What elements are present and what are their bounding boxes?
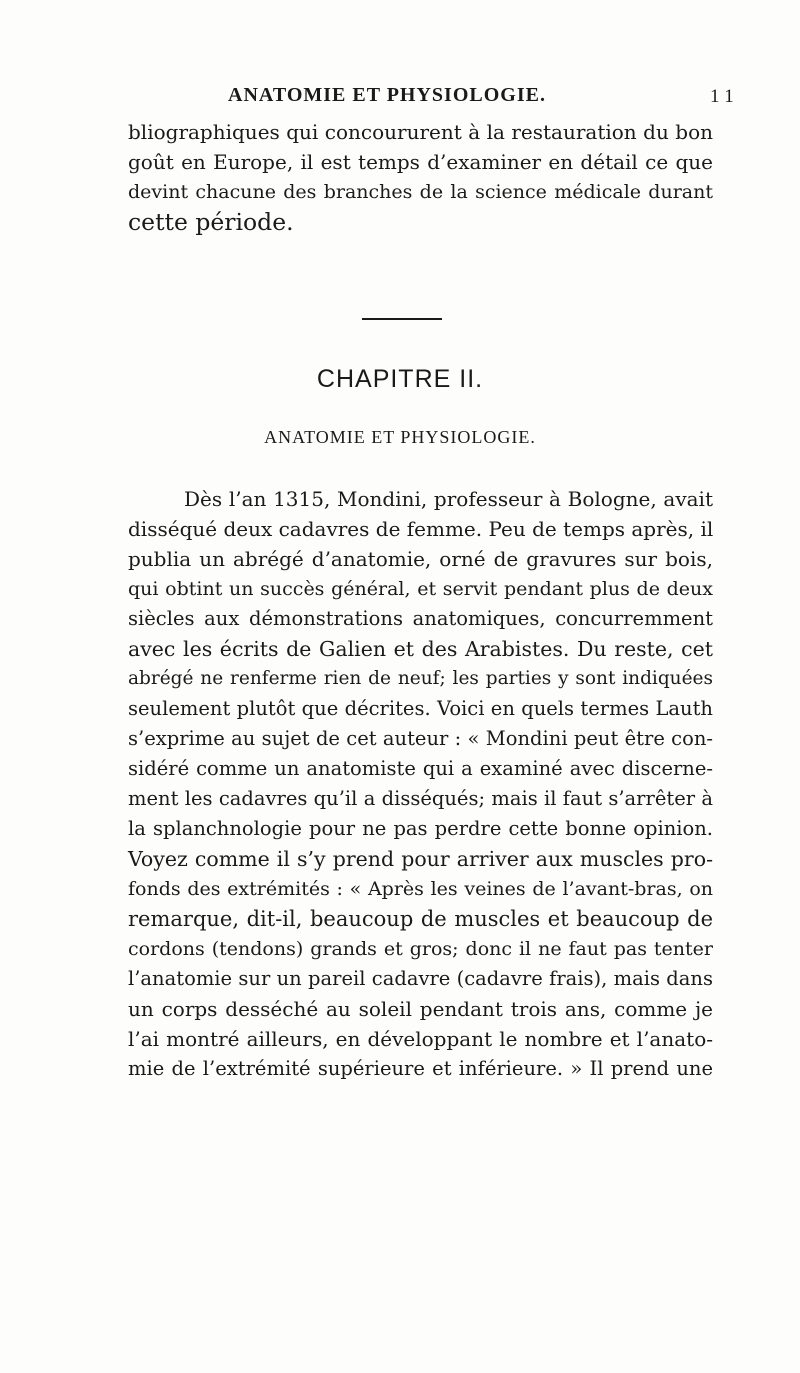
text-line: siècles aux démonstrations anatomiques, concurremment — [128, 607, 713, 630]
text-line: qui obtint un succès général, et servit pendant plus de deux — [128, 578, 713, 600]
text-line: cordons (tendons) grands et gros; donc il ne faut pas tenter — [128, 938, 713, 960]
text-line: Voyez comme il s’y prend pour arriver aux muscles pro- — [128, 847, 713, 871]
text-line: sidéré comme un anatomiste qui a examiné avec discerne- — [128, 757, 713, 780]
text-line: l’ai montré ailleurs, en développant le nombre et l’anato- — [128, 1027, 713, 1051]
text-line: publia un abrégé d’anatomie, orné de gravures sur bois, — [128, 547, 713, 571]
page-number: 1 1 — [710, 86, 734, 107]
text-line: devint chacune des branches de la science médicale durant — [128, 181, 713, 203]
text-line: disséqué deux cadavres de femme. Peu de temps après, il — [128, 517, 714, 541]
text-line: Dès l’an 1315, Mondini, professeur à Bologne, avait — [184, 487, 713, 511]
text-line: bliographiques qui concoururent à la restauration du bon — [128, 120, 713, 144]
text-line: fonds des extrémités : « Après les veines de l’avant-bras, on — [128, 878, 713, 900]
text-line: avec les écrits de Galien et des Arabistes. Du reste, cet — [128, 637, 713, 661]
main-paragraph — [128, 484, 713, 1084]
text-line: abrégé ne renferme rien de neuf; les parties y sont indiquées — [128, 668, 713, 689]
text-line: la splanchnologie pour ne pas perdre cette bonne opinion. — [128, 817, 713, 840]
text-line: seulement plutôt que décrites. Voici en quels termes Lauth — [128, 697, 713, 720]
text-line: goût en Europe, il est temps d’examiner en détail ce que — [128, 150, 713, 174]
chapter-title: CHAPITRE II. — [316, 365, 484, 393]
text-line: un corps desséché au soleil pendant trois ans, comme je — [128, 997, 713, 1021]
running-title: ANATOMIE ET PHYSIOLOGIE. — [228, 84, 546, 106]
text-line: mie de l’extrémité supérieure et inférieure. » Il prend une — [128, 1057, 713, 1080]
intro-paragraph — [128, 117, 713, 237]
running-header — [0, 84, 800, 114]
text-line: s’exprime au sujet de cet auteur : « Mondini peut être con- — [128, 727, 713, 750]
text-line: cette période. — [128, 208, 294, 236]
text-line: remarque, dit-il, beaucoup de muscles et beaucoup de — [128, 907, 713, 931]
text-line: l’anatomie sur un pareil cadavre (cadavre frais), mais dans — [128, 967, 713, 990]
chapter-subtitle: ANATOMIE ET PHYSIOLOGIE. — [264, 427, 536, 447]
text-line: ment les cadavres qu’il a disséqués; mais il faut s’arrêter à — [128, 787, 713, 810]
section-separator-rule — [362, 318, 442, 320]
